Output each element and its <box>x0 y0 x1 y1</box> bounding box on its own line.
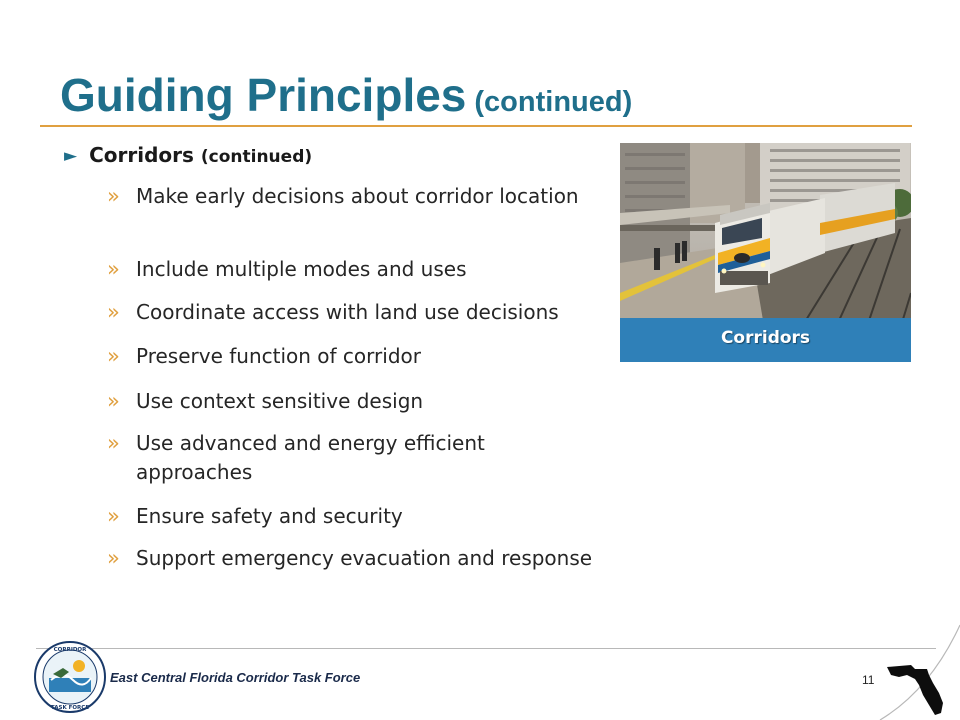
footer-curve <box>0 600 960 720</box>
list-item-text: Support emergency evacuation and response <box>136 546 593 570</box>
double-chevron-icon: » <box>107 431 120 455</box>
list-item-text: Coordinate access with land use decisions <box>136 300 559 324</box>
double-chevron-icon: » <box>107 184 120 208</box>
footer-organization-name: East Central Florida Corridor Task Force <box>110 670 361 685</box>
triangle-right-icon: ► <box>64 146 78 166</box>
section-heading <box>64 143 312 167</box>
page-title <box>60 68 632 122</box>
double-chevron-icon: » <box>107 257 120 281</box>
list-item-text: Use advanced and energy efficient approaches <box>136 431 485 484</box>
section-heading-text: Corridors <box>89 143 194 167</box>
list-item-text: Ensure safety and security <box>136 504 403 528</box>
list-item <box>107 298 597 327</box>
list-item <box>107 387 597 416</box>
double-chevron-icon: » <box>107 300 120 324</box>
page-number: 11 <box>862 673 875 687</box>
double-chevron-icon: » <box>107 546 120 570</box>
title-main: Guiding Principles <box>60 69 467 121</box>
florida-map-icon <box>885 661 945 717</box>
list-item-text: Use context sensitive design <box>136 389 424 413</box>
list-item <box>107 502 597 531</box>
list-item-text: Make early decisions about corridor location <box>136 184 579 208</box>
list-item-text: Include multiple modes and uses <box>136 257 467 281</box>
list-item <box>107 182 597 211</box>
list-item <box>107 429 597 487</box>
list-item-text: Preserve function of corridor <box>136 344 421 368</box>
title-sub: (continued) <box>474 86 633 118</box>
section-heading-suffix: (continued) <box>200 147 313 167</box>
double-chevron-icon: » <box>107 389 120 413</box>
task-force-seal-logo <box>33 640 107 714</box>
photo-caption: Corridors <box>620 318 911 362</box>
double-chevron-icon: » <box>107 344 120 368</box>
corridors-photo <box>620 143 911 362</box>
svg-text:TASK FORCE: TASK FORCE <box>50 705 90 711</box>
list-item <box>107 342 597 371</box>
double-chevron-icon: » <box>107 504 120 528</box>
list-item <box>107 255 597 284</box>
svg-text:CORRIDOR: CORRIDOR <box>53 647 87 653</box>
title-underline <box>40 125 912 127</box>
list-item <box>107 544 597 573</box>
